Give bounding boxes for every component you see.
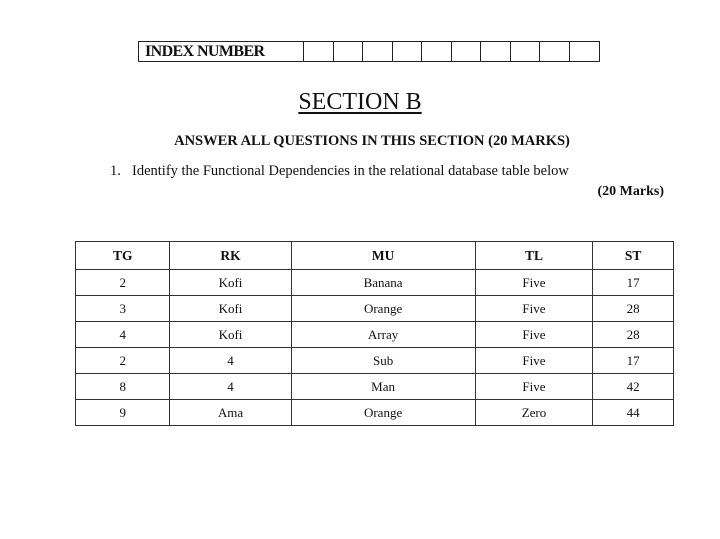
table-cell: 17: [593, 270, 674, 296]
table-cell: Kofi: [170, 270, 291, 296]
index-number-cell[interactable]: [511, 42, 541, 61]
table-cell: 2: [76, 270, 170, 296]
table-cell: Zero: [475, 400, 593, 426]
index-number-cell[interactable]: [540, 42, 570, 61]
column-header: TL: [475, 242, 593, 270]
table-cell: Kofi: [170, 296, 291, 322]
index-number-cell[interactable]: [304, 42, 334, 61]
table-cell: Sub: [291, 348, 475, 374]
question-1: [110, 163, 569, 180]
table-cell: 28: [593, 322, 674, 348]
index-number-cells: [304, 42, 599, 61]
table-cell: Five: [475, 322, 593, 348]
index-number-box: [138, 41, 600, 62]
table-cell: 9: [76, 400, 170, 426]
table-cell: 17: [593, 348, 674, 374]
table-cell: 4: [170, 348, 291, 374]
table-cell: Man: [291, 374, 475, 400]
table-cell: 4: [76, 322, 170, 348]
question-marks: (20 Marks): [597, 184, 664, 199]
table-cell: Kofi: [170, 322, 291, 348]
table-cell: Five: [475, 348, 593, 374]
table-cell: Banana: [291, 270, 475, 296]
table-cell: Orange: [291, 400, 475, 426]
table-row: [76, 296, 674, 322]
column-header: MU: [291, 242, 475, 270]
table-cell: 44: [593, 400, 674, 426]
column-header: RK: [170, 242, 291, 270]
table-cell: 8: [76, 374, 170, 400]
table-row: [76, 374, 674, 400]
table-row: [76, 400, 674, 426]
table-cell: 4: [170, 374, 291, 400]
question-text: Identify the Functional Dependencies in the relational database table below: [132, 163, 569, 179]
table-row: [76, 322, 674, 348]
table-cell: Ama: [170, 400, 291, 426]
section-title-text: SECTION B: [298, 89, 422, 115]
index-number-cell[interactable]: [481, 42, 511, 61]
column-header: TG: [76, 242, 170, 270]
column-header: ST: [593, 242, 674, 270]
table-cell: 2: [76, 348, 170, 374]
index-number-cell[interactable]: [334, 42, 364, 61]
table-cell: Five: [475, 374, 593, 400]
table-header-row: [76, 242, 674, 270]
table-row: [76, 348, 674, 374]
section-title: [0, 89, 720, 116]
table-cell: 28: [593, 296, 674, 322]
table-cell: 42: [593, 374, 674, 400]
index-number-cell[interactable]: [393, 42, 423, 61]
table-cell: Five: [475, 296, 593, 322]
index-number-cell[interactable]: [570, 42, 600, 61]
index-number-cell[interactable]: [452, 42, 482, 61]
table-cell: Orange: [291, 296, 475, 322]
relational-table: [75, 241, 674, 426]
index-number-cell[interactable]: [422, 42, 452, 61]
table-cell: Five: [475, 270, 593, 296]
table-cell: 3: [76, 296, 170, 322]
index-number-cell[interactable]: [363, 42, 393, 61]
table-row: [76, 270, 674, 296]
question-number: 1.: [110, 163, 121, 179]
index-number-label: INDEX NUMBER: [139, 42, 304, 61]
section-instruction: ANSWER ALL QUESTIONS IN THIS SECTION (20 MARKS): [174, 133, 570, 149]
table-cell: Array: [291, 322, 475, 348]
